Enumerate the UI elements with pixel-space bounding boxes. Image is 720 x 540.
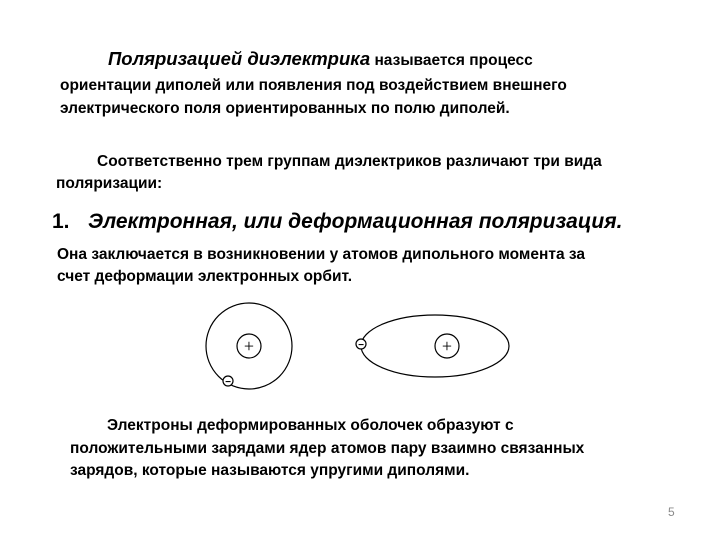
section-1-line-1: Она заключается в возникновении у атомов дипольного момента за	[57, 246, 585, 263]
definition-line-1-rest: называется процесс	[370, 52, 533, 69]
conclusion-line-2: положительными зарядами ядер атомов пару взаимно связанных	[70, 440, 585, 457]
intro-line-1: Соответственно трем группам диэлектриков различают три вида	[97, 153, 602, 170]
section-1-heading	[52, 210, 622, 234]
electron-1-symbol: −	[225, 377, 231, 388]
electron-2-symbol: −	[358, 340, 364, 351]
section-1-title: Электронная, или деформационная поляризация.	[88, 210, 623, 233]
orbit-deformation-diagram	[195, 298, 525, 398]
nucleus-1-symbol: +	[243, 336, 255, 356]
intro-line-2: поляризации:	[56, 175, 163, 192]
conclusion-line-1: Электроны деформированных оболочек образуют с	[107, 417, 514, 434]
deformed-atom	[356, 315, 509, 377]
section-1-line-2: счет деформации электронных орбит.	[57, 268, 353, 285]
definition-line-2: ориентации диполей или появления под воздействием внешнего	[60, 77, 567, 94]
nucleus-2-symbol: +	[441, 336, 453, 356]
section-1-number: 1.	[52, 210, 70, 233]
definition-line-1	[108, 48, 533, 72]
undeformed-atom	[206, 303, 292, 389]
definition-term: Поляризацией диэлектрика	[108, 48, 371, 69]
definition-line-3: электрического поля ориентированных по полю диполей.	[60, 100, 510, 117]
page-number: 5	[668, 505, 675, 519]
conclusion-line-3: зарядов, которые называются упругими диполями.	[70, 462, 470, 479]
